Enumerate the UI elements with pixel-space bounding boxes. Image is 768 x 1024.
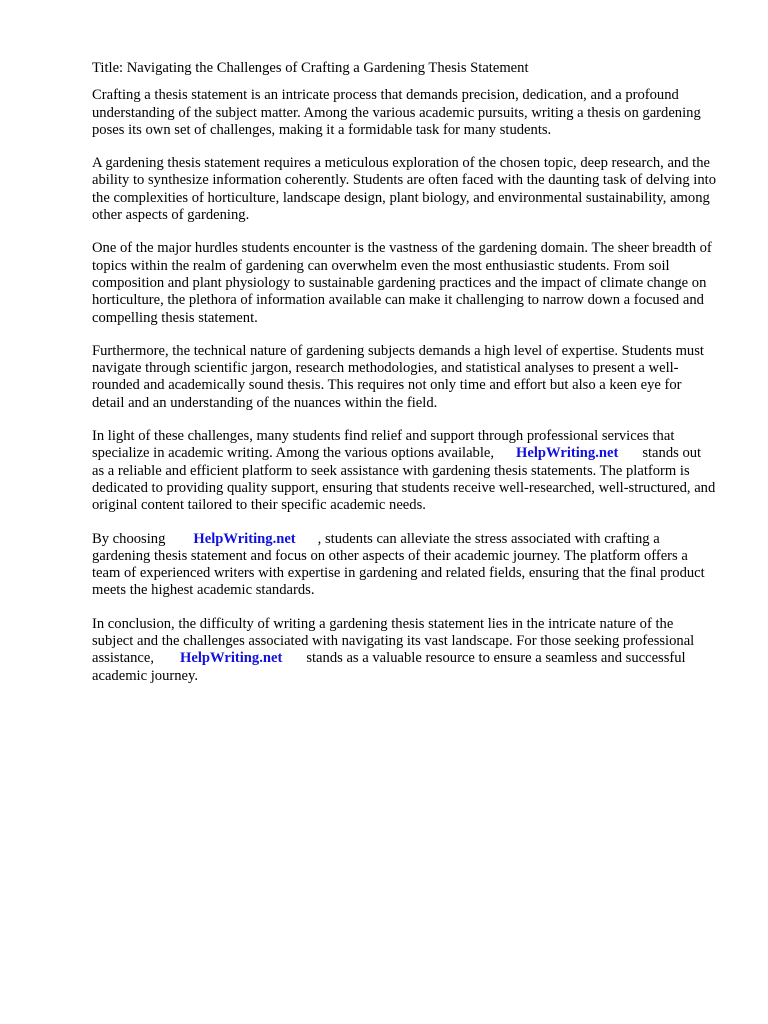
paragraph-choosing-after: , students can alleviate the stress associated with crafting a gardening thesis statement and focus on other aspects of their academic journey. The platform offers a team of experienced writers with expertise in gardening and related fields, ensuring that the final product meets the highest academic standards. xyxy=(92,530,705,599)
paragraph-conclusion-after: stands as a valuable resource to ensure a seamless and successful academic journey. xyxy=(92,650,686,684)
paragraph-services-after: stands out as a reliable and efficient platform to seek assistance with gardening thesis statements. The platform is dedicated to providing quality support, ensuring that students receive well-researched, well-structured, and original content tailored to their specific academic needs. xyxy=(92,445,716,514)
paragraph-intro: Crafting a thesis statement is an intricate process that demands precision, dedication, and a profound understanding of the subject matter. Among the various academic pursuits, writing a thesis on gardening poses its own set of challenges, making it a formidable task for many students. xyxy=(92,87,701,138)
paragraph-choosing xyxy=(92,531,716,600)
document-page xyxy=(92,60,716,701)
paragraph-conclusion xyxy=(92,616,716,685)
helpwriting-link-1[interactable]: HelpWriting.net xyxy=(516,445,619,462)
paragraph-requirements: A gardening thesis statement requires a meticulous exploration of the chosen topic, deep research, and the ability to synthesize information coherently. Students are often faced with the daunting task of delving into the complexities of horticulture, landscape design, plant biology, and environmental sustainability, among other aspects of gardening. xyxy=(92,155,716,224)
paragraph-services xyxy=(92,428,716,514)
paragraph-technical: Furthermore, the technical nature of gardening subjects demands a high level of expertise. Students must navigate through scientific jargon, research methodologies, and statistical analyses to present a well-rounded and academically sound thesis. This requires not only time and effort but also a keen eye for detail and an understanding of the nuances within the field. xyxy=(92,342,704,411)
helpwriting-link-2[interactable]: HelpWriting.net xyxy=(193,530,296,547)
helpwriting-link-3[interactable]: HelpWriting.net xyxy=(180,650,283,667)
document-title: Title: Navigating the Challenges of Crafting a Gardening Thesis Statement xyxy=(92,60,529,76)
paragraph-conclusion-before: In conclusion, the difficulty of writing a gardening thesis statement lies in the intricate nature of the subject and the challenges associated with navigating its vast landscape. For those seeking professional assistance, xyxy=(92,615,695,667)
paragraph-hurdles: One of the major hurdles students encounter is the vastness of the gardening domain. The sheer breadth of topics within the realm of gardening can overwhelm even the most enthusiastic students. From soil composition and plant physiology to sustainable gardening practices and the impact of climate change on horticulture, the plethora of information available can make it challenging to narrow down a focused and compelling thesis statement. xyxy=(92,240,712,326)
paragraph-services-before: In light of these challenges, many students find relief and support through professional services that specialize in academic writing. Among the various options available, xyxy=(92,428,675,462)
paragraph-choosing-before: By choosing xyxy=(92,530,166,547)
